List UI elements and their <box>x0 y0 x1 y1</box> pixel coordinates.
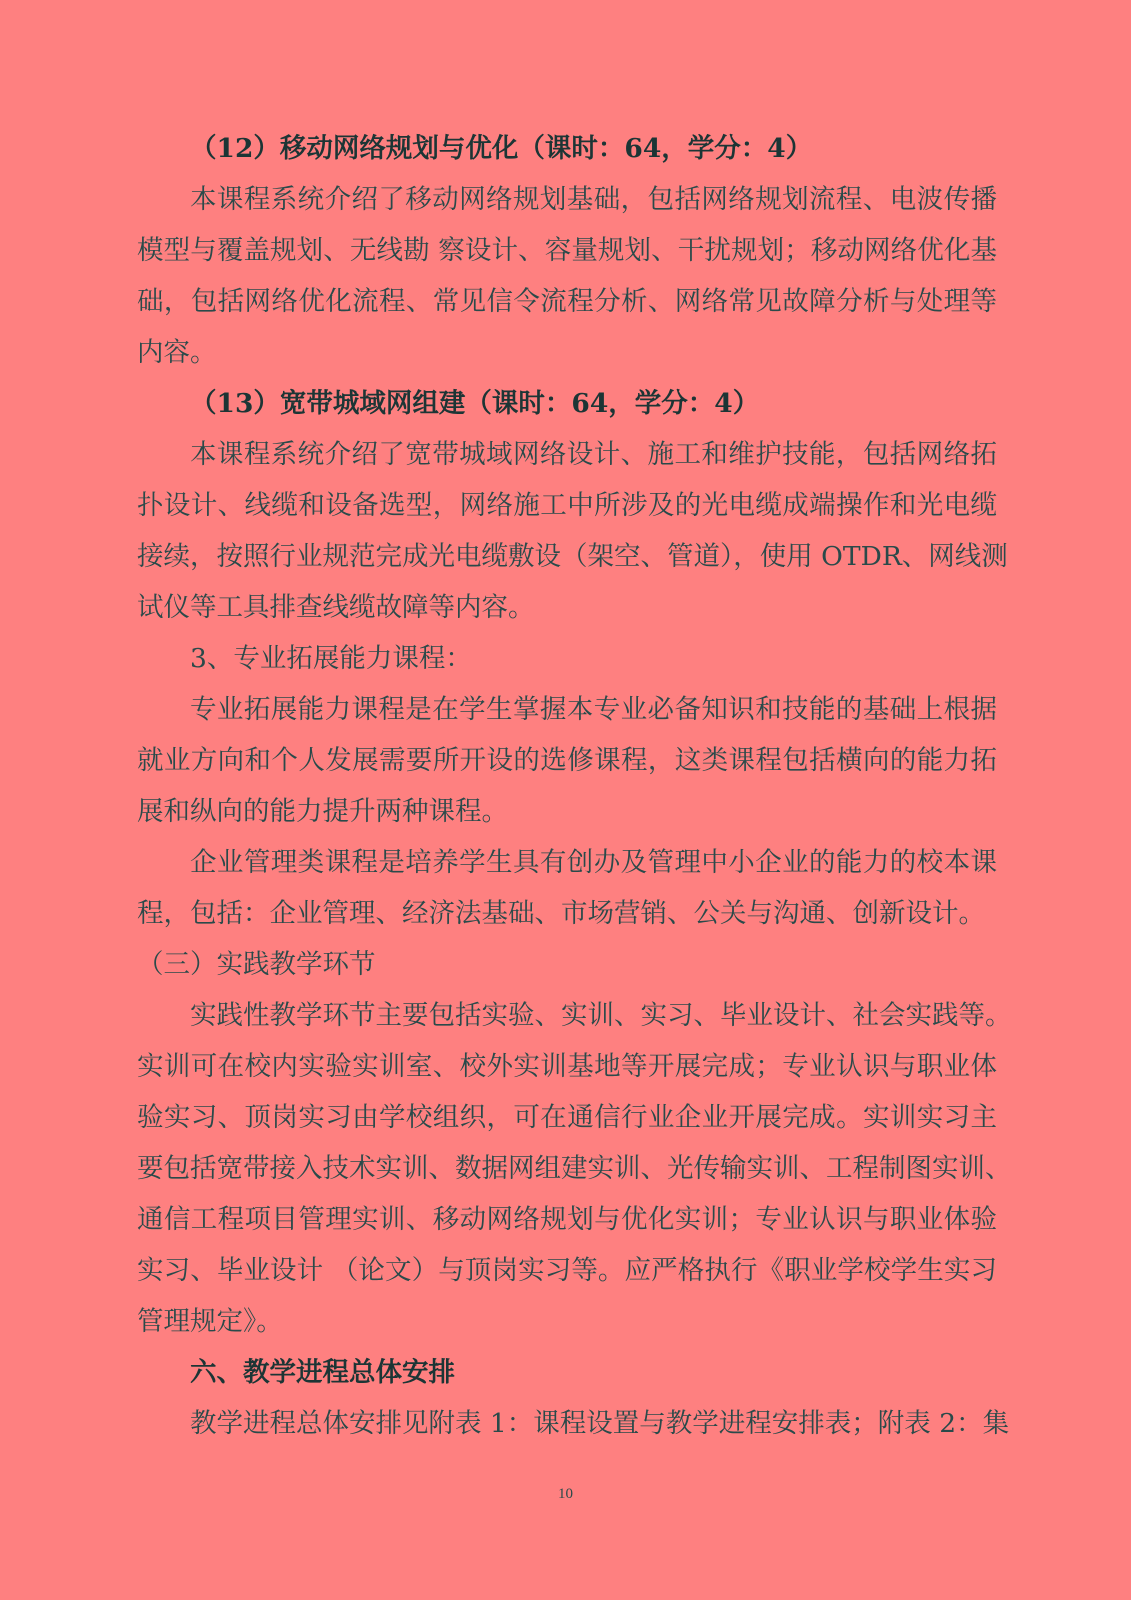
practice-line-5: 通信工程项目管理实训、移动网络规划与优化实训；专业认识与职业体验 <box>137 1204 997 1235</box>
section-3-para1-line-1: 专业拓展能力课程是在学生掌握本专业必备知识和技能的基础上根据 <box>190 694 997 725</box>
section-6-heading: 六、教学进程总体安排 <box>190 1357 455 1388</box>
section-3-para1-line-3: 展和纵向的能力提升两种课程。 <box>137 796 508 827</box>
practice-line-2: 实训可在校内实验实训室、校外实训基地等开展完成；专业认识与职业体 <box>137 1051 997 1082</box>
practice-line-3: 验实习、顶岗实习由学校组织，可在通信行业企业开展完成。实训实习主 <box>137 1102 997 1133</box>
section-3-para2-line-2: 程，包括：企业管理、经济法基础、市场营销、公关与沟通、创新设计。 <box>137 898 985 929</box>
course-12-line-4: 内容。 <box>137 337 217 368</box>
course-12-line-1: 本课程系统介绍了移动网络规划基础，包括网络规划流程、电波传播 <box>190 184 997 215</box>
course-12-line-3: 础，包括网络优化流程、常见信令流程分析、网络常见故障分析与处理等 <box>137 286 997 317</box>
course-13-line-4: 试仪等工具排查线缆故障等内容。 <box>137 592 535 623</box>
course-12-heading: （12）移动网络规划与优化（课时：64，学分：4） <box>190 133 813 164</box>
section-6-line-1: 教学进程总体安排见附表 1：课程设置与教学进程安排表；附表 2：集 <box>190 1408 1010 1439</box>
course-13-line-2: 扑设计、线缆和设备选型，网络施工中所涉及的光电缆成端操作和光电缆 <box>137 490 997 521</box>
section-3-heading: 3、专业拓展能力课程： <box>190 643 472 674</box>
practice-line-1: 实践性教学环节主要包括实验、实训、实习、毕业设计、社会实践等。 <box>190 1000 1012 1031</box>
practice-heading: （三）实践教学环节 <box>137 949 376 980</box>
practice-line-6: 实习、毕业设计 （论文）与顶岗实习等。应严格执行《职业学校学生实习 <box>137 1255 997 1286</box>
section-3-para2-line-1: 企业管理类课程是培养学生具有创办及管理中小企业的能力的校本课 <box>190 847 997 878</box>
course-12-line-2: 模型与覆盖规划、无线勘 察设计、容量规划、干扰规划；移动网络优化基 <box>137 235 997 266</box>
practice-line-7: 管理规定》。 <box>137 1306 283 1337</box>
page-number: 10 <box>558 1486 573 1502</box>
practice-line-4: 要包括宽带接入技术实训、数据网组建实训、光传输实训、工程制图实训、 <box>137 1153 1012 1184</box>
course-13-line-3: 接续，按照行业规范完成光电缆敷设（架空、管道），使用 OTDR、网线测 <box>137 541 1008 572</box>
section-3-para1-line-2: 就业方向和个人发展需要所开设的选修课程，这类课程包括横向的能力拓 <box>137 745 997 776</box>
course-13-heading: （13）宽带城域网组建（课时：64，学分：4） <box>190 388 760 419</box>
course-13-line-1: 本课程系统介绍了宽带城域网络设计、施工和维护技能，包括网络拓 <box>190 439 997 470</box>
